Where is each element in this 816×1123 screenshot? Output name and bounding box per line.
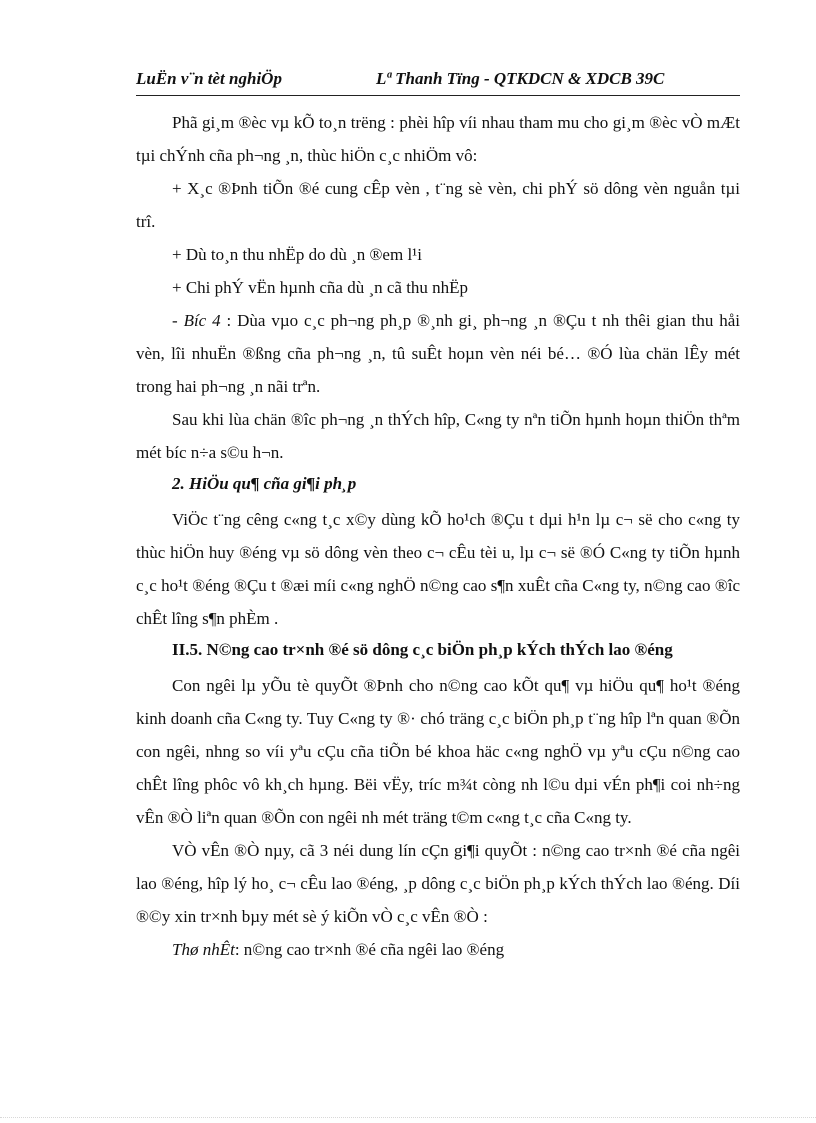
first-point-label: Thø nhÊt — [172, 940, 235, 959]
paragraph: VÒ vÊn ®Ò nµy, cã 3 néi dung lín cÇn gi¶i quyÕt : n©ng cao tr×nh ®é cña ngêi lao ®éng, hîp lý ho¸ c¬ cÊu lao ®éng, ¸p dông c¸c biÖn ph¸p kÝch thÝch lao ®éng. Díi ®©y xin tr×nh bµy mét sè ý kiÕn vÒ c¸c vÊn ®Ò : — [136, 841, 740, 926]
first-point-paragraph — [136, 933, 740, 966]
paragraph: Con ngêi lµ yÕu tè quyÕt ®Þnh cho n©ng cao kÕt qu¶ vµ hiÖu qu¶ ho¹t ®éng kinh doanh cña C«ng ty. Tuy C«ng ty ®· chó träng c¸c biÖn ph¸p t¨ng hîp lªn quan ®Õn con ngêi, nhng so víi yªu cÇu cña tiÕn bé khoa häc c«ng nghÖ vµ yªu cÇu n©ng cao chÊt lîng phôc vô kh¸ch hµng. Bëi vËy, tríc m¾t còng nh l©u dµi vÉn ph¶i coi nh÷ng vÊn ®Ò liªn quan ®Õn con ngêi nh mét träng t©m c«ng t¸c cña C«ng ty. — [136, 676, 740, 827]
page-header — [136, 69, 740, 96]
step-4-paragraph — [136, 304, 740, 403]
document-body — [136, 106, 740, 966]
paragraph: + X¸c ®Þnh tiÕn ®é cung cÊp vèn , t¨ng sè vèn, chi phÝ sö dông vèn nguån tµi trî. — [136, 179, 740, 231]
paragraph: Sau khi lùa chän ®îc ph¬ng ¸n thÝch hîp, C«ng ty nªn tiÕn hµnh hoµn thiÖn thªm mét bíc n÷a s©u h¬n. — [136, 410, 740, 462]
header-author: Lª Thanh Tïng - QTKDCN & XDCB 39C — [376, 69, 665, 88]
paragraph: ViÖc t¨ng cêng c«ng t¸c x©y dùng kÕ ho¹ch ®Çu t dµi h¹n lµ c¬ së cho c«ng ty thùc hiÖn huy ®éng vµ sö dông vèn theo c¬ cÊu tèi u, lµ c¬ së ®Ó C«ng ty tiÕn hµnh c¸c ho¹t ®éng ®Çu t ®æi míi c«ng nghÖ n©ng cao s¶n xuÊt cña C«ng ty, n©ng cao ®îc chÊt lîng s¶n phÈm . — [136, 510, 740, 628]
step-4-label: Bíc 4 — [183, 311, 221, 330]
paragraph: + Dù to¸n thu nhËp do dù ¸n ®em l¹i — [172, 245, 422, 264]
section-ii5-heading: II.5. N©ng cao tr×nh ®é sö dông c¸c biÖn ph¸p kÝch thÝch lao ®éng — [172, 640, 673, 659]
section-2-heading: 2. HiÖu qu¶ cña gi¶i ph¸p — [172, 474, 357, 493]
paragraph: + Chi phÝ vËn hµnh cña dù ¸n cã thu nhËp — [172, 278, 469, 297]
step-4-text: : Dùa vµo c¸c ph¬ng ph¸p ®¸nh gi¸ ph¬ng ¸n ®Çu t nh thêi gian thu håi vèn, lîi nhuËn ®ßng cña ph¬ng ¸n, tû suÊt hoµn vèn néi bé… ®Ó lùa chän lÊy mét trong hai ph¬ng ¸n nãi trªn. — [136, 311, 741, 396]
header-thesis-title: LuËn v¨n tèt nghiÖp — [136, 69, 282, 88]
page-bottom-divider — [0, 1117, 816, 1118]
step-4-prefix: - — [172, 311, 184, 330]
paragraph: Phã gi¸m ®èc vµ kÕ to¸n trëng : phèi hîp víi nhau tham mu cho gi¸m ®èc vÒ mÆt tµi chÝnh cña ph¬ng ¸n, thùc hiÖn c¸c nhiÖm vô: — [136, 113, 740, 165]
first-point-text: : n©ng cao tr×nh ®é cña ngêi lao ®éng — [234, 940, 505, 959]
